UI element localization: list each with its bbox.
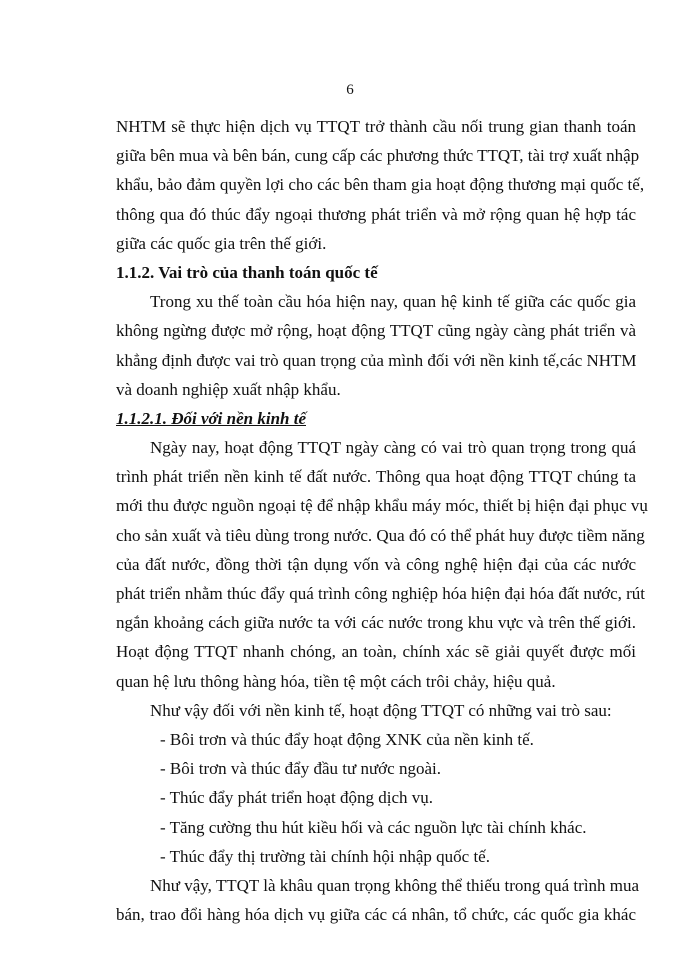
text-line: Như vậy đối với nền kinh tế, hoạt động TTQT có những vai trò sau: — [150, 700, 612, 720]
text-line: khẩu, bảo đảm quyền lợi cho các bên tham gia hoạt động thương mại quốc tế, — [116, 175, 645, 195]
text-line: của đất nước, đồng thời tận dụng vốn và công nghệ hiện đại của các nước — [116, 554, 636, 574]
section-heading: 1.1.2. Vai trò của thanh toán quốc tế — [116, 262, 378, 282]
text-line: khẳng định được vai trò quan trọng của mình đối với nền kinh tế,các NHTM — [116, 350, 637, 370]
text-line: mới thu được nguồn ngoại tệ để nhập khẩu máy móc, thiết bị hiện đại phục vụ — [116, 496, 648, 516]
text-line: Trong xu thế toàn cầu hóa hiện nay, quan hệ kinh tế giữa các quốc gia — [150, 292, 636, 312]
list-item: - Thúc đẩy thị trường tài chính hội nhập quốc tế. — [160, 846, 490, 866]
text-line: Hoạt động TTQT nhanh chóng, an toàn, chính xác sẽ giải quyết được mối — [116, 642, 636, 662]
list-item: - Bôi trơn và thúc đẩy hoạt động XNK của nền kinh tế. — [160, 729, 534, 749]
text-line: NHTM sẽ thực hiện dịch vụ TTQT trở thành cầu nối trung gian thanh toán — [116, 117, 636, 136]
text-line: và doanh nghiệp xuất nhập khẩu. — [116, 379, 341, 399]
page-number: 6 — [346, 82, 354, 98]
list-item: - Tăng cường thu hút kiều hối và các nguồn lực tài chính khác. — [160, 817, 587, 837]
text-line: thông qua đó thúc đẩy ngoại thương phát triển và mở rộng quan hệ hợp tác — [116, 204, 636, 224]
subsection-heading-text: 1.1.2.1. Đối với nền kinh tế — [116, 408, 306, 428]
text-line: Ngày nay, hoạt động TTQT ngày càng có vai trò quan trọng trong quá — [150, 438, 636, 458]
text-line: bán, trao đổi hàng hóa dịch vụ giữa các cá nhân, tổ chức, các quốc gia khác — [116, 905, 636, 925]
list-item: - Bôi trơn và thúc đẩy đầu tư nước ngoài. — [160, 759, 441, 779]
text-line: giữa các quốc gia trên thế giới. — [116, 233, 327, 253]
text-line: trình phát triển nền kinh tế đất nước. Thông qua hoạt động TTQT chúng ta — [116, 467, 636, 487]
text-line: không ngừng được mở rộng, hoạt động TTQT cũng ngày càng phát triển và — [116, 321, 636, 341]
text-line: quan hệ lưu thông hàng hóa, tiền tệ một cách trôi chảy, hiệu quả. — [116, 671, 556, 691]
text-line: cho sản xuất và tiêu dùng trong nước. Qua đó có thể phát huy được tiềm năng — [116, 525, 645, 545]
text-line: phát triển nhằm thúc đẩy quá trình công nghiệp hóa hiện đại hóa đất nước, rút — [116, 584, 646, 603]
document-body — [116, 112, 648, 929]
list-item: - Thúc đẩy phát triển hoạt động dịch vụ. — [160, 788, 434, 808]
text-line: ngắn khoảng cách giữa nước ta với các nước trong khu vực và trên thế giới. — [116, 613, 636, 633]
text-line: giữa bên mua và bên bán, cung cấp các phương thức TTQT, tài trợ xuất nhập — [116, 146, 640, 166]
text-line: Như vậy, TTQT là khâu quan trọng không thể thiếu trong quá trình mua — [150, 875, 640, 895]
subsection-heading — [116, 404, 636, 433]
